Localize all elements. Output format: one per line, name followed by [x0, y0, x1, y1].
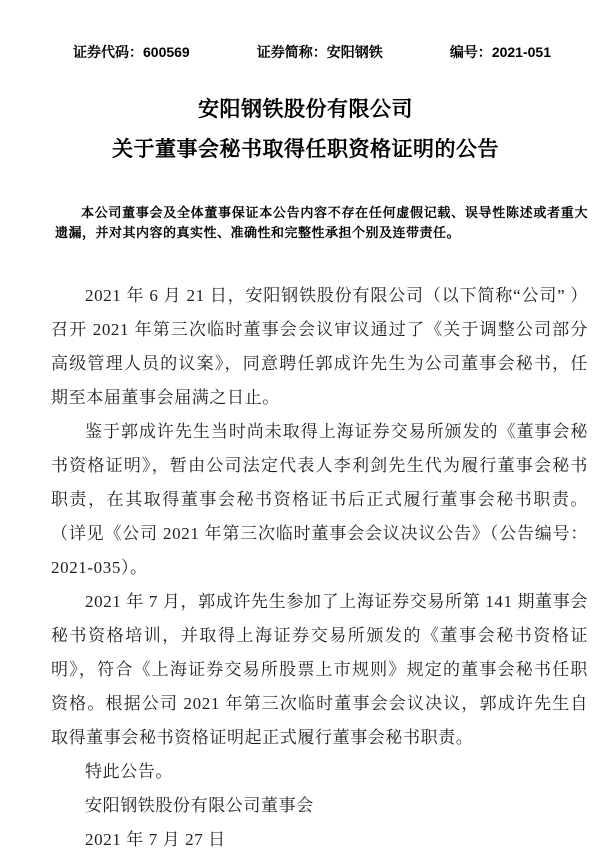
announcement-date: 2021 年 7 月 27 日 — [85, 830, 226, 849]
stock-name-label: 证券简称： — [256, 44, 327, 60]
body-paragraph-3: 2021 年 7 月，郭成许先生参加了上海证券交易所第 141 期董事会秘书资格培训，并取得上海证券交易所颁发的《董事会秘书资格证明》，符合《上海证券交易所股票上市规则》规定的董事会秘书任职资格。根据公司 2021 年第三次临时董事会会议决议，郭成许先生自取得董事会秘书资格证明起正式履行董事会秘书职责。 — [51, 592, 588, 747]
company-title: 安阳钢铁股份有限公司 — [198, 98, 413, 121]
closing-text: 特此公告。 — [85, 762, 173, 781]
announcement-title: 关于董事会秘书取得任职资格证明的公告 — [112, 138, 499, 161]
disclaimer-text: 本公司董事会及全体董事保证本公告内容不存在任何虚假记载、误导性陈述或者重大遗漏，并对其内容的真实性、准确性和完整性承担个别及连带责任。 — [55, 205, 588, 240]
announcement-number-field — [450, 43, 551, 61]
stock-name-value: 安阳钢铁 — [326, 44, 383, 60]
board-signature: 安阳钢铁股份有限公司董事会 — [85, 796, 314, 815]
stock-code-field — [73, 43, 190, 61]
announcement-number-value: 2021-051 — [491, 44, 551, 60]
stock-name-field — [257, 43, 383, 61]
body-paragraph-2: 鉴于郭成许先生当时尚未取得上海证券交易所颁发的《董事会秘书资格证明》，暂由公司法定代表人李利剑先生代为履行董事会秘书职责，在其取得董事会秘书资格证书后正式履行董事会秘书职责。（详见《公司 2021 年第三次临时董事会会议决议公告》（公告编号：2021-035）。 — [51, 422, 588, 577]
stock-code-label: 证券代码： — [73, 44, 143, 60]
stock-code-value: 600569 — [143, 44, 190, 60]
securities-info-bar — [73, 43, 551, 61]
announcement-body — [51, 279, 588, 857]
body-paragraph-1: 2021 年 6 月 21 日，安阳钢铁股份有限公司（以下简称“公司” ）召开 2021 年第三次临时董事会会议审议通过了《关于调整公司部分高级管理人员的议案》，同意聘任郭成许先生为公司董事会秘书，任期至本届董事会届满之日止。 — [51, 286, 588, 407]
announcement-number-label: 编号： — [449, 44, 492, 60]
